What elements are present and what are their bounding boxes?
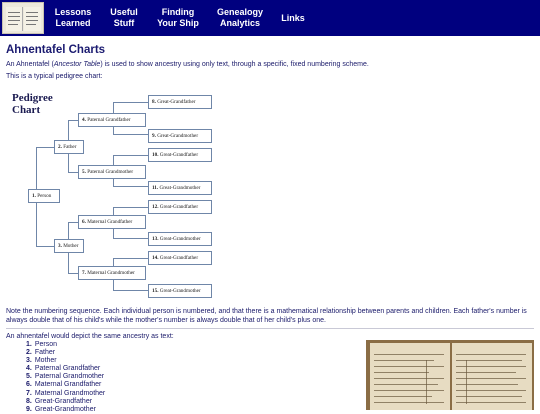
intro-paragraph bbox=[6, 60, 534, 69]
site-logo-book-icon[interactable] bbox=[2, 2, 44, 34]
pedigree-box-1: 1. Person bbox=[28, 189, 60, 203]
nav-label-line1: Links bbox=[281, 12, 305, 23]
pedigree-box-15: 15. Great-Grandmother bbox=[148, 284, 212, 298]
nav-label-line2: Learned bbox=[55, 18, 91, 28]
nav-label-line1: Genealogy bbox=[216, 7, 263, 17]
nav-label-line2: Analytics bbox=[219, 18, 260, 28]
list-item: 3. Mother bbox=[26, 357, 57, 365]
nav-label-line1: Useful bbox=[110, 7, 138, 17]
section-divider bbox=[6, 328, 534, 329]
nav-label-line2: Stuff bbox=[113, 18, 135, 28]
pedigree-box-11: 11. Great-Grandmother bbox=[148, 181, 212, 195]
pedigree-chart bbox=[10, 88, 230, 304]
nav-label-line1: Lessons bbox=[54, 7, 92, 17]
intro-text-emphasis: Ancestor Table bbox=[53, 61, 101, 68]
list-item: 6. Maternal Grandfather bbox=[26, 381, 102, 389]
intro-text-post: ) is used to show ancestry using only text, through a specific, fixed numbering scheme. bbox=[100, 61, 369, 68]
nav-useful-stuff[interactable] bbox=[104, 0, 144, 36]
ahnentafel-intro-text: An ahnentafel would depict the same ancestry as text: bbox=[6, 333, 174, 340]
pedigree-box-12: 12. Great-Grandfather bbox=[148, 200, 212, 214]
nav-links[interactable] bbox=[278, 0, 308, 36]
pedigree-box-2: 2. Father bbox=[54, 140, 84, 154]
pedigree-box-8: 8. Great-Grandfather bbox=[148, 95, 212, 109]
chart-title-line2: Chart bbox=[12, 104, 41, 116]
pedigree-box-14: 14. Great-Grandfather bbox=[148, 251, 212, 265]
top-nav-bar bbox=[0, 0, 540, 36]
list-item: 5. Paternal Grandmother bbox=[26, 373, 105, 381]
page-title: Ahnentafel Charts bbox=[6, 44, 106, 56]
pedigree-box-10: 10. Great-Grandfather bbox=[148, 148, 212, 162]
intro-text-pre: An Ahnentafel ( bbox=[6, 61, 54, 68]
nav-finding-your-ship[interactable] bbox=[154, 0, 202, 36]
list-item: 2. Father bbox=[26, 349, 56, 357]
nav-lessons-learned[interactable] bbox=[52, 0, 94, 36]
pedigree-box-4: 4. Paternal Grandfather bbox=[78, 113, 146, 127]
antique-genealogy-book-image bbox=[366, 340, 534, 410]
chart-title-line1: Pedigree bbox=[12, 92, 53, 104]
pedigree-box-5: 5. Paternal Grandmother bbox=[78, 165, 146, 179]
list-item: 1. Person bbox=[26, 341, 58, 348]
nav-label-line1: Finding bbox=[161, 7, 195, 17]
list-item: 4. Paternal Grandfather bbox=[26, 365, 101, 373]
nav-label-line2: Your Ship bbox=[157, 18, 199, 28]
list-item: 9. Great-Grandmother bbox=[26, 405, 96, 413]
chart-title bbox=[12, 92, 53, 116]
pedigree-box-13: 13. Great-Grandmother bbox=[148, 232, 212, 246]
pedigree-box-7: 7. Maternal Grandmother bbox=[78, 266, 146, 280]
pedigree-box-9: 9. Great-Grandmother bbox=[148, 129, 212, 143]
typical-chart-caption: This is a typical pedigree chart: bbox=[6, 73, 103, 80]
nav-genealogy-analytics[interactable] bbox=[214, 0, 266, 36]
ahnentafel-list bbox=[26, 341, 105, 414]
pedigree-box-3: 3. Mother bbox=[54, 239, 84, 253]
list-item: 7. Maternal Grandmother bbox=[26, 389, 106, 397]
numbering-note-paragraph: Note the numbering sequence. Each individual person is numbered, and that there is a mathematical relationship between parents and children. Each father's number is always double that of his child's while the mother's number is always double that of her child's plus one. bbox=[6, 308, 527, 324]
list-item: 8. Great-Grandfather bbox=[26, 397, 93, 405]
pedigree-box-6: 6. Maternal Grandfather bbox=[78, 215, 146, 229]
